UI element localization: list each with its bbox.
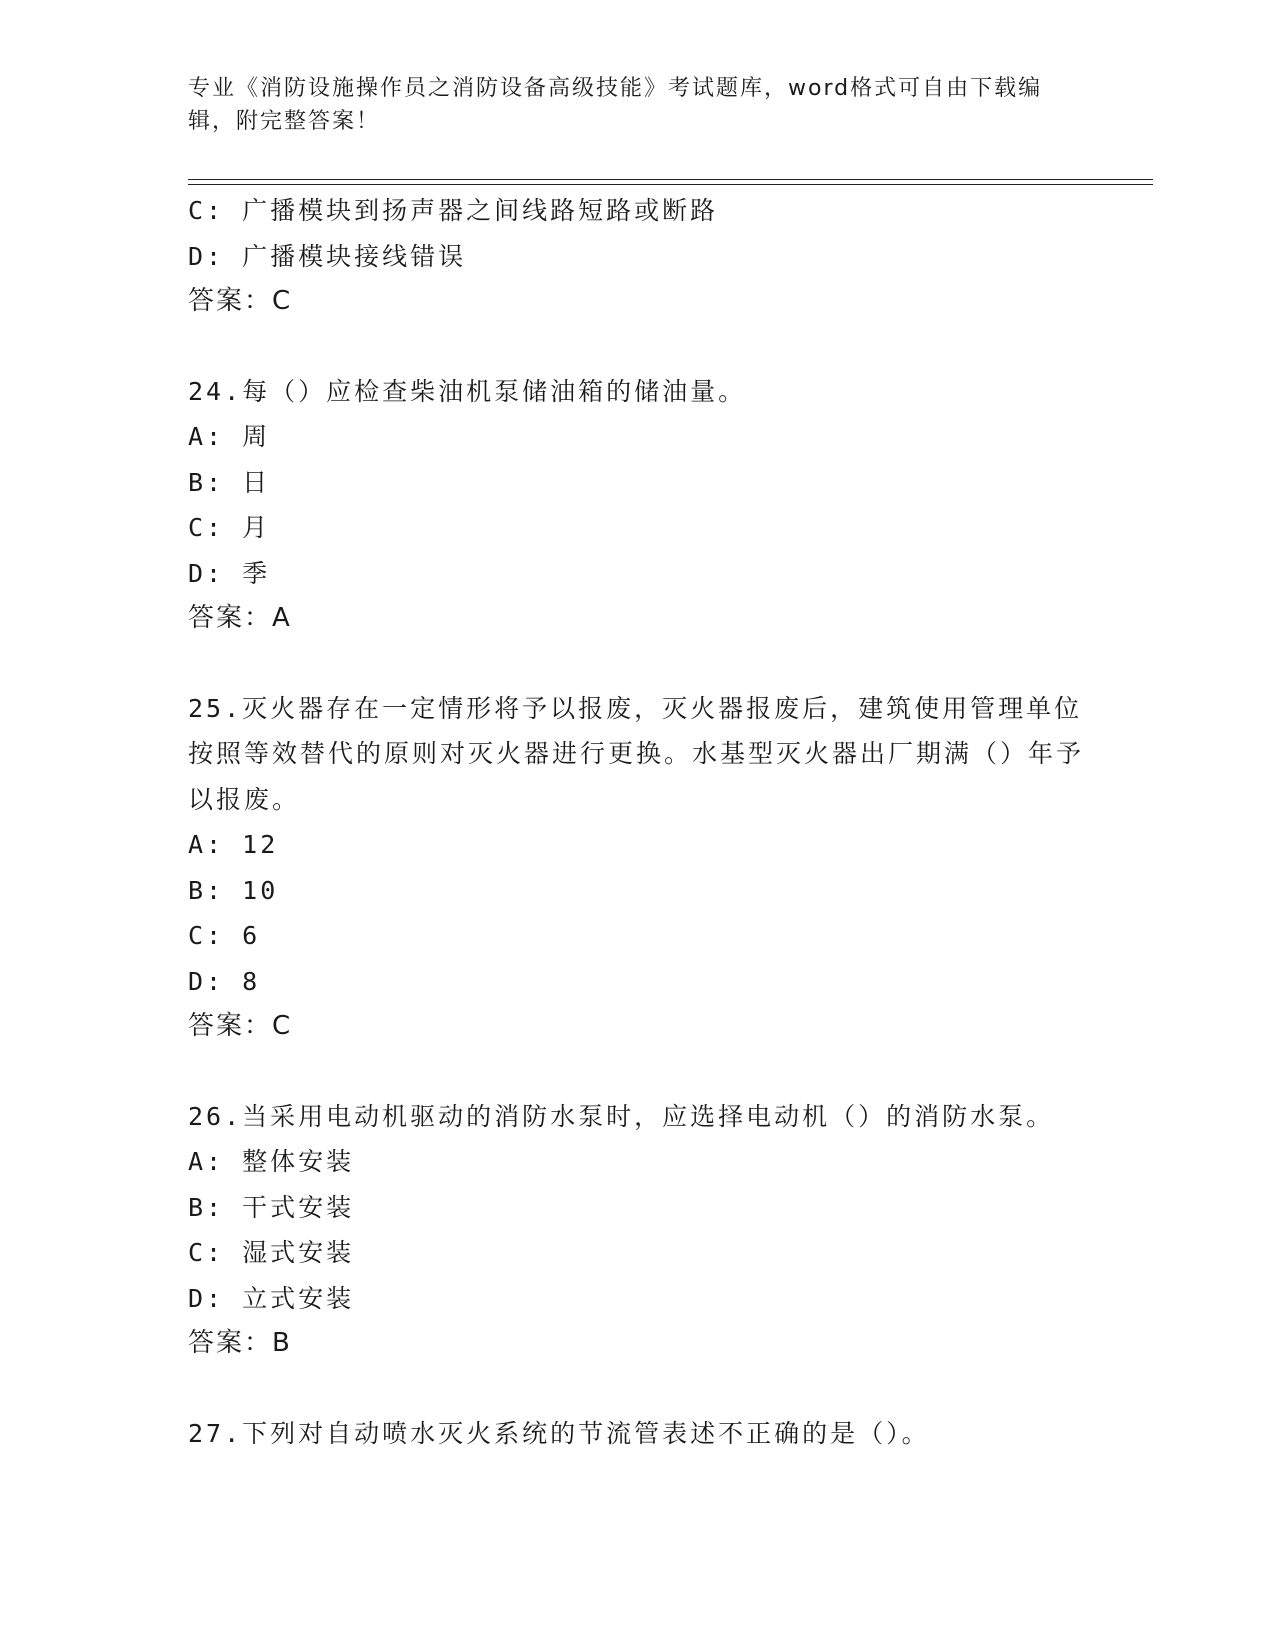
option-d: D: 季	[188, 558, 271, 588]
option-c: C: 月	[188, 513, 271, 542]
option-d: D: 广播模块接线错误	[188, 241, 467, 271]
answer-line: 答案：C	[188, 286, 293, 316]
option-c: C: 湿式安装	[188, 1238, 355, 1267]
option-d: D: 立式安装	[188, 1283, 355, 1313]
spacer	[188, 325, 1088, 369]
option-b: B: 10	[188, 875, 279, 905]
option-d: D: 8	[188, 966, 261, 996]
option-a: A: 整体安装	[188, 1147, 355, 1176]
question-text: 26.当采用电动机驱动的消防水泵时，应选择电动机（）的消防水泵。	[188, 1101, 1055, 1131]
spacer	[188, 1050, 1088, 1094]
header-text: 专业《消防设施操作员之消防设备高级技能》考试题库，word格式可自由下载编辑，附完整答案！	[188, 76, 1043, 134]
question-24	[188, 369, 1088, 642]
answer-line: 答案：A	[188, 603, 292, 633]
spacer	[188, 1367, 1088, 1411]
question-26	[188, 1094, 1088, 1367]
document-header	[188, 72, 1078, 138]
header-divider-bottom	[188, 184, 1153, 185]
answer-line: 答案：C	[188, 1011, 293, 1041]
question-text: 27.下列对自动喷水灭火系统的节流管表述不正确的是（）。	[188, 1418, 930, 1448]
option-a: A: 周	[188, 422, 271, 451]
question-25	[188, 686, 1088, 1050]
spacer	[188, 642, 1088, 686]
question-23-continued	[188, 188, 1088, 325]
option-c: C: 6	[188, 921, 261, 950]
question-27	[188, 1411, 1088, 1457]
answer-line: 答案：B	[188, 1328, 292, 1358]
option-b: B: 日	[188, 467, 271, 497]
question-text: 25.灭火器存在一定情形将予以报废，灭火器报废后，建筑使用管理单位按照等效替代的原则对灭火器进行更换。水基型灭火器出厂期满（）年予以报废。	[188, 693, 1085, 814]
option-b: B: 干式安装	[188, 1192, 355, 1222]
option-c: C: 广播模块到扬声器之间线路短路或断路	[188, 196, 719, 225]
header-divider-top	[188, 179, 1153, 180]
option-a: A: 12	[188, 830, 279, 859]
question-text: 24.每（）应检查柴油机泵储油箱的储油量。	[188, 376, 747, 406]
question-content	[188, 188, 1088, 1456]
